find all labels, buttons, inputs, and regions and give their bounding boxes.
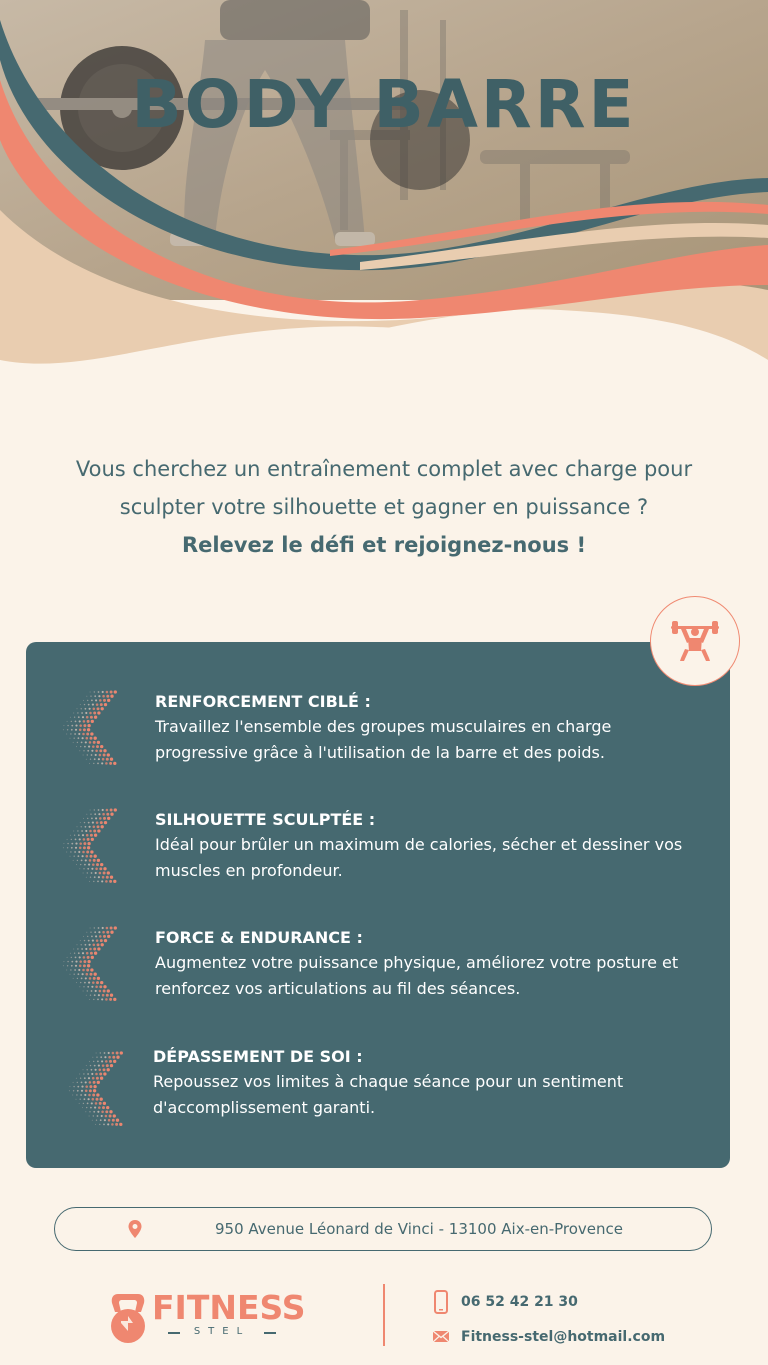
weightlifter-icon bbox=[667, 613, 723, 669]
brand-subtitle: STEL bbox=[193, 1326, 251, 1337]
feature-description: Augmentez votre puissance physique, améliorez votre posture et renforcez vos articulations au fil des séances. bbox=[155, 953, 679, 998]
contact-phone-row[interactable] bbox=[432, 1290, 578, 1314]
mail-icon bbox=[432, 1325, 450, 1347]
kettlebell-icon bbox=[108, 1290, 148, 1344]
feature-description: Repoussez vos limites à chaque séance pour un sentiment d'accomplissement garanti. bbox=[153, 1072, 624, 1117]
intro-line-2: sculpter votre silhouette et gagner en puissance ? bbox=[119, 495, 649, 519]
hero-illustration bbox=[0, 0, 768, 420]
location-pin-icon bbox=[127, 1219, 143, 1239]
phone-icon bbox=[432, 1290, 450, 1314]
page-title: BODY BARRE bbox=[131, 66, 637, 143]
feature-description: Idéal pour brûler un maximum de calories, sécher et dessiner vos muscles en profondeur. bbox=[155, 835, 683, 880]
phone-number[interactable]: 06 52 42 21 30 bbox=[461, 1294, 578, 1310]
address-text: 950 Avenue Léonard de Vinci - 13100 Aix-en-Provence bbox=[215, 1220, 624, 1238]
hero-banner bbox=[0, 0, 768, 420]
feature-description: Travaillez l'ensemble des groupes musculaires en charge progressive grâce à l'utilisation de la barre et des poids. bbox=[155, 717, 612, 762]
dotted-chevron-icon bbox=[66, 1051, 132, 1127]
dotted-chevron-icon bbox=[60, 926, 126, 1002]
feature-title: FORCE & ENDURANCE : bbox=[155, 928, 363, 947]
dotted-chevron-icon bbox=[60, 808, 126, 884]
email-address[interactable]: Fitness-stel@hotmail.com bbox=[461, 1329, 666, 1345]
intro-call-to-action: Relevez le défi et rejoignez-nous ! bbox=[181, 533, 587, 557]
brand-name: FITNESS bbox=[152, 1288, 306, 1327]
intro-line-1: Vous cherchez un entraînement complet avec charge pour bbox=[75, 457, 693, 481]
contact-email-row[interactable] bbox=[432, 1325, 666, 1349]
features-panel bbox=[26, 642, 730, 1168]
dotted-chevron-icon bbox=[60, 690, 126, 766]
address-bar bbox=[54, 1207, 712, 1251]
feature-title: RENFORCEMENT CIBLÉ : bbox=[155, 692, 371, 711]
brand-sub-divider-right bbox=[264, 1332, 276, 1334]
intro-section bbox=[40, 450, 728, 564]
feature-title: DÉPASSEMENT DE SOI : bbox=[153, 1047, 363, 1066]
footer-divider bbox=[383, 1284, 385, 1346]
weightlifter-badge bbox=[650, 596, 740, 686]
brand-logo bbox=[108, 1288, 306, 1348]
feature-title: SILHOUETTE SCULPTÉE : bbox=[155, 810, 376, 829]
